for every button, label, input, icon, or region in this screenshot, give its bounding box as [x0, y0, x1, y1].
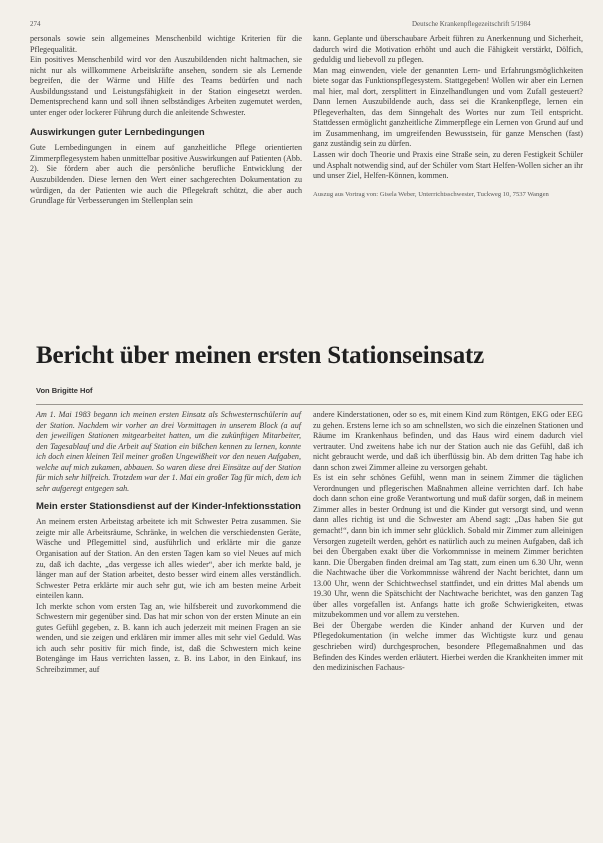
top-right-column: [313, 34, 583, 199]
paragraph: Ich merkte schon vom ersten Tag an, wie hilfsbereit und zuvorkommend die Schwestern mir gegenüber sind. Das hat mir schon von der ersten Minute an ein gutes Gefühl gegeben, z. B. kann ich auch jederzeit mit meinen Fragen an sie wenden, und sie zeigen und erklären mir immer alles mit sehr viel Geduld. Was ich auch sehr positiv für mich finde, ist, daß die Schwestern mich keine Botengänge im Haus verrichten lassen, z. B. ins Labor, in den Einkauf, ins Schreibzimmer, auf: [36, 601, 301, 675]
divider: [36, 404, 583, 405]
paragraph: andere Kinderstationen, oder so es, mit einem Kind zum Röntgen, EKG oder EEG zu gehen. Erstens lerne ich so am schnellsten, wo sich die einzelnen Stationen und Räume im Krankenhaus befinden, und das Haus wird einem dadurch viel vertrauter. Und zweitens habe ich nur der Station auch nie das Gefühl, daß ich nicht gebraucht werde, und daß ich überflüssig bin. Ab dem dritten Tag habe ich dann schon zwei Zimmer alleine zu versorgen gehabt.: [313, 410, 583, 472]
article-right-column: [313, 410, 583, 674]
section-heading: Auswirkungen guter Lernbedingungen: [30, 127, 205, 139]
article-title: Bericht über meinen ersten Stationseinsatz: [36, 342, 485, 369]
paragraph: Lassen wir doch Theorie und Praxis eine Straße sein, zu deren Festigkeit Schüler und Asphalt notwendig sind, auf der Schüler vom Start Helfen-Wollen sicher an ihr und unser Ziel, Helfen-Können, kommen.: [313, 150, 583, 181]
paragraph: Man mag einwenden, viele der genannten Lern- und Erfahrungsmöglichkeiten biete sogar das Funktionspflegesystem. Stattgegeben! Wollen wir aber ein Lernen mal hier, mal dort, zersplittert in Einzelhandlungen und vom Zufall gesteuert? Dann lernen Auszubildende auch, dass sei die Krankenpflege, lernen ein Pflegeverhalten, das dem Sinngehalt des Wortes nur zum Teil entspricht. Stattdessen ermöglicht ganzheitliche Zimmerpflege ein Lernen von Grund auf und im Zusammenhang, im umgreifenden Bewusstsein, für ganze Menschen (fast) ganz zuständig sein zu dürfen.: [313, 65, 583, 149]
intro-paragraph: Am 1. Mai 1983 begann ich meinen ersten Einsatz als Schwesternschülerin auf der Station. Nachdem wir vorher an drei Vormittagen in unserem Block (a auf den jeweiligen Stationen mitgearbeitet hatten, um die zukünftigen Mitarbeiter, den Tagesablauf und die Arbeit auf Station ein bißchen kennen zu lernen, konnte ich doch einen kleinen Teil meiner großen Ungewißheit vor den neuen Aufgaben, welche auf mich zukamen, abbauen. So waren diese drei Einsätze auf der Station für mich sehr hilfreich. Trotzdem war der 1. Mai ein großer Tag für mich, dem ich sehr aufgeregt entgegen sah.: [36, 410, 301, 493]
article-left-column: [36, 410, 301, 676]
paragraph: Gute Lernbedingungen in einem auf ganzheitliche Pflege orientierten Zimmerpflegesystem haben unmittelbar positive Auswirkungen auf Patienten (Abb. 2). Sie fördern aber auch die persönliche berufliche Entwicklung der Auszubildenden. Diese lernen den Wert einer sachgerechten Dokumentation zu würdigen, da der Patienten wie auch die Pflegekraft schützt, die aber auch Grundlage für Verbesserungen im Stellenplan sein: [30, 143, 302, 206]
paragraph: Bei der Übergabe werden die Kinder anhand der Kurven und der Pflegedokumentation (in welche immer das Wichtigste kurz und genau geschrieben wird) durchgesprochen, besondere Pflegemaßnahmen und das Befinden des Kindes werden erläutert. Hierbei werden die Krankheiten immer mit den medizinischen Fachaus-: [313, 620, 583, 673]
article-author: Von Brigitte Hof: [36, 386, 93, 395]
paragraph: Es ist ein sehr schönes Gefühl, wenn man in seinem Zimmer die täglichen Verordnungen und pflegerischen Maßnahmen alleine verrichten darf. Ich habe doch dann schon eine große Verantwortung und muß dafür sorgen, daß in meinem Zimmer alles in bester Ordnung ist und die Kinder gut versorgt sind, und wenn dann alles richtig ist und die Schwester am Abend sagt: „Das haben Sie gut gemacht!“, dann bin ich immer sehr glücklich. Sobald mir Zimmer zum alleinigen Versorgen zugeteilt werden, gehört es natürlich auch zu meinen Aufgaben, daß ich bei den Übergaben exakt über die Vorkommnisse in meinem Zimmer berichten kann. Die Übergaben finden dreimal am Tag statt, zum einen um 6.30 Uhr, wenn die Nachtwache über die Vorkommnisse während der Nacht berichtet, dann um 13.00 Uhr, wenn der Schichtwechsel stattfindet, und ein drittes Mal abends um 19.30 Uhr, wenn die Spätschicht der Nachtwache berichtet, was den ganzen Tag über alles vorgefallen ist. Anfangs hatte ich große Schwierigkeiten, etwas mitzubekommen und vor allem zu verstehen.: [313, 473, 583, 620]
paragraph: personals sowie sein allgemeines Menschenbild wichtige Kriterien für die Pflegequalität.: [30, 34, 302, 54]
page-number: 274: [30, 20, 41, 28]
paragraph: An meinem ersten Arbeitstag arbeitete ich mit Schwester Petra zusammen. Sie zeigte mir alle Arbeitsräume, Schränke, in welchen die verschiedensten Geräte, Wäsche und Pflegemittel sind, ausführlich und erklärte mir die ganze Organisation auf der Station. An den ersten Tagen kam so viel Neues auf mich zu, daß ich dachte, „das vergesse ich alles wieder“, aber ich merkte bald, je länger man auf der Station arbeitet, desto besser wird einem alles verständlich. Schwester Petra erklärte mir auch sehr gut, wie ich am besten meine Arbeit einteilen kann.: [36, 517, 301, 601]
section-heading: Mein erster Stationsdienst auf der Kinder-Infektionsstation: [36, 501, 301, 513]
top-left-column: [30, 34, 302, 207]
author-footnote: Auszug aus Vortrag von: Gisela Weber, Unterrichtsschwester, Tuckweg 10, 7537 Wangen: [313, 190, 549, 198]
paragraph: kann. Geplante und überschaubare Arbeit führen zu Anerkennung und Sicherheit, dadurch wird die Motivation erhöht und auch die Fähigkeit verstärkt, Dölfich, geduldig und liebevoll zu pflegen.: [313, 34, 583, 65]
journal-reference: Deutsche Krankenpflegezeitschrift 5/1984: [412, 20, 531, 28]
paragraph: Ein positives Menschenbild wird vor den Auszubildenden nicht haltmachen, sie nicht nur als willkommene Arbeitskräfte ansehen, sondern sie als Lernende begreifen, die der Wärme und Hilfe des Teams bedürfen und nach Ausbildungsstand und Leistungsfähigkeit in der Station eingesetzt werden. Dementsprechend kann und soll ihnen selbständiges Arbeiten zugemutet werden, unter enger oder lockerer Führung durch die anleitende Schwester.: [30, 55, 302, 117]
